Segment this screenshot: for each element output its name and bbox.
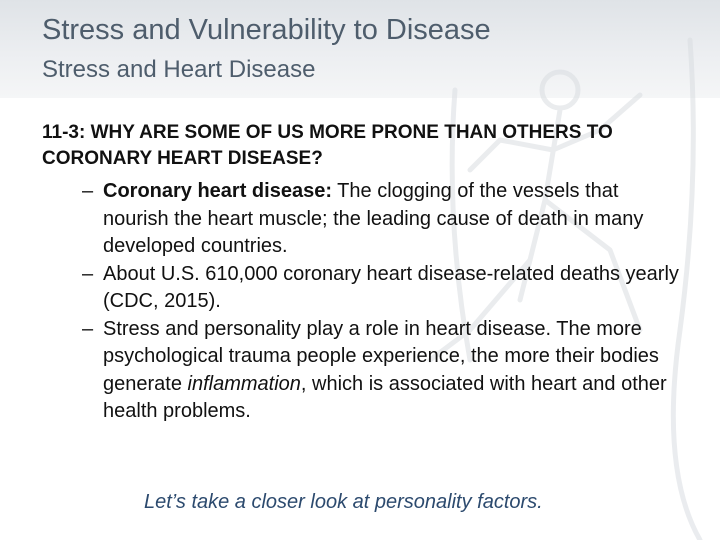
bullet-text: The clogging of the vessels that nourish the heart muscle; the leading cause of death in many developed countries.: [103, 180, 644, 257]
bullet-stress-personality: [82, 316, 682, 426]
bullet-dash: –: [82, 180, 94, 202]
bullet-dash: –: [82, 317, 94, 340]
bullet-dash: –: [82, 262, 94, 285]
bullet-coronary-definition: [82, 178, 682, 261]
closing-line: Let’s take a closer look at personality factors.: [144, 491, 543, 513]
bullet-text: Stress and personality play a role in heart disease. The more psychological trauma people experience, the more their bodies generate: [103, 317, 659, 395]
slide-title: Stress and Vulnerability to Disease: [42, 14, 491, 46]
bullet-list: [82, 178, 682, 426]
bullet-death-statistic: [82, 261, 682, 316]
bullet-text: About U.S. 610,000 coronary heart disease-related deaths yearly (CDC, 2015).: [103, 262, 679, 312]
slide-subtitle: Stress and Heart Disease: [42, 56, 316, 83]
section-heading: 11-3: WHY ARE SOME OF US MORE PRONE THAN OTHERS TO CORONARY HEART DISEASE?: [42, 122, 613, 169]
bullet-text-end: , which is associated with heart and other health problems.: [103, 372, 667, 422]
bullet-term: Coronary heart disease:: [103, 180, 332, 202]
bullet-emphasis: inflammation: [187, 372, 301, 395]
